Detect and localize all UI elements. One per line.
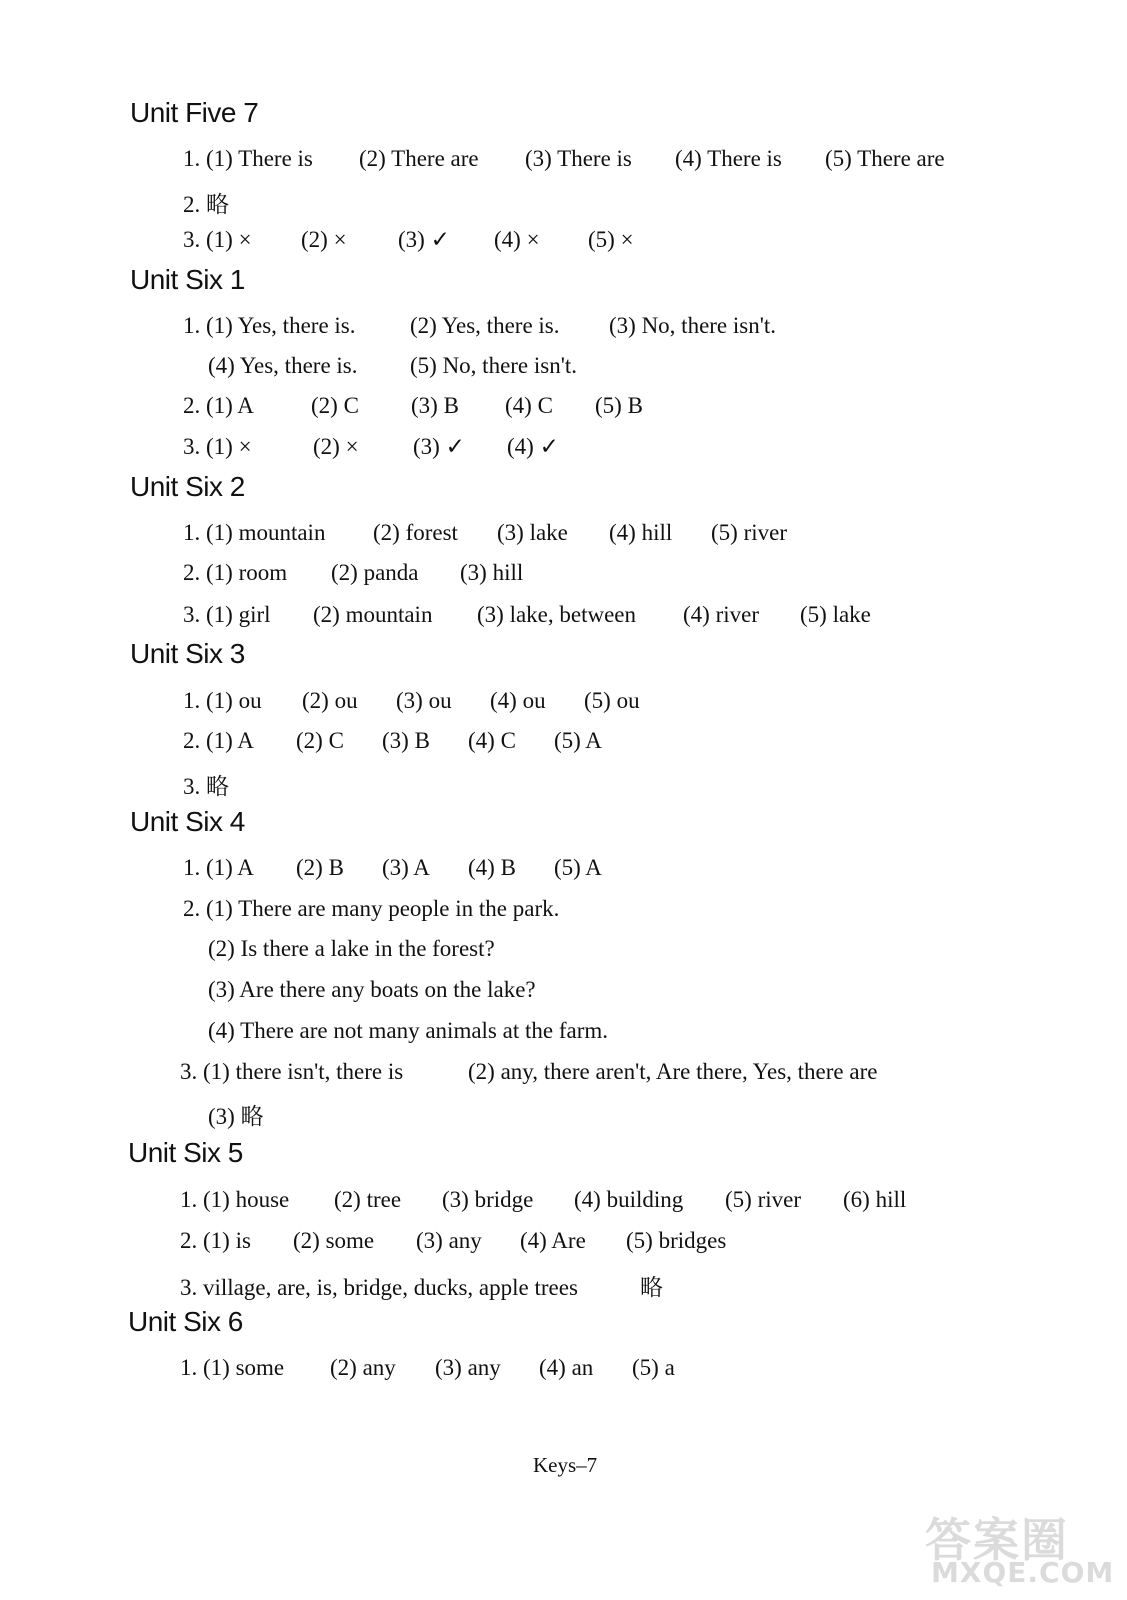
answer-line: 2. (1) A (2) C (3) B (4) C (5) B — [183, 393, 643, 418]
answer-line: 1. (1) There is (2) There are (3) There is (4) There is (5) There are — [183, 146, 945, 171]
answer-line: 2. (1) room (2) panda (3) hill — [183, 560, 524, 585]
watermark-logo — [925, 1504, 1115, 1592]
unit-heading: Unit Six 5 — [128, 1137, 243, 1168]
answer-line: 1. (1) house (2) tree (3) bridge (4) building (5) river (6) hill — [180, 1187, 907, 1212]
answer-line: 2. (1) is (2) some (3) any (4) Are (5) bridges — [180, 1228, 727, 1253]
unit-heading: Unit Six 2 — [130, 471, 245, 502]
answer-line: 3. village, are, is, bridge, ducks, apple trees 略 — [180, 1275, 663, 1300]
unit-heading: Unit Six 1 — [130, 264, 245, 295]
answer-line: (2) Is there a lake in the forest? — [208, 936, 495, 961]
answer-line: 2. (1) There are many people in the park. — [183, 896, 560, 921]
answer-line: 2. 略 — [183, 192, 229, 217]
unit-heading: Unit Six 3 — [130, 638, 245, 669]
page-footer: Keys–7 — [533, 1453, 598, 1477]
answer-line: 2. (1) A (2) C (3) B (4) C (5) A — [183, 728, 602, 753]
answer-line: (3) 略 — [208, 1104, 264, 1129]
answer-line: 3. (1) × (2) × (3) ✓ (4) × (5) × — [183, 227, 634, 252]
answer-line: 1. (1) mountain (2) forest (3) lake (4) hill (5) river — [183, 520, 787, 545]
answer-line: (4) Yes, there is. (5) No, there isn't. — [208, 353, 578, 378]
answer-line: 3. (1) girl (2) mountain (3) lake, between (4) river (5) lake — [183, 602, 871, 627]
answer-line: 1. (1) some (2) any (3) any (4) an (5) a — [180, 1355, 675, 1380]
watermark-url: MXQE.COM — [931, 1556, 1115, 1589]
answer-line: 1. (1) Yes, there is. (2) Yes, there is. (3) No, there isn't. — [183, 313, 777, 338]
answer-line: 3. 略 — [183, 774, 229, 799]
unit-heading: Unit Six 6 — [128, 1306, 243, 1337]
answer-line: 3. (1) × (2) × (3) ✓ (4) ✓ — [183, 434, 559, 459]
answer-line: 3. (1) there isn't, there is (2) any, there aren't, Are there, Yes, there are — [180, 1059, 878, 1084]
unit-heading: Unit Five 7 — [130, 97, 259, 128]
watermark-mark: 答案圈 — [925, 1513, 1069, 1567]
unit-heading: Unit Six 4 — [130, 806, 245, 837]
answer-line: (4) There are not many animals at the farm. — [208, 1018, 608, 1043]
answer-line: 1. (1) ou (2) ou (3) ou (4) ou (5) ou — [183, 688, 640, 713]
answer-line: (3) Are there any boats on the lake? — [208, 977, 536, 1002]
answer-line: 1. (1) A (2) B (3) A (4) B (5) A — [183, 855, 602, 880]
